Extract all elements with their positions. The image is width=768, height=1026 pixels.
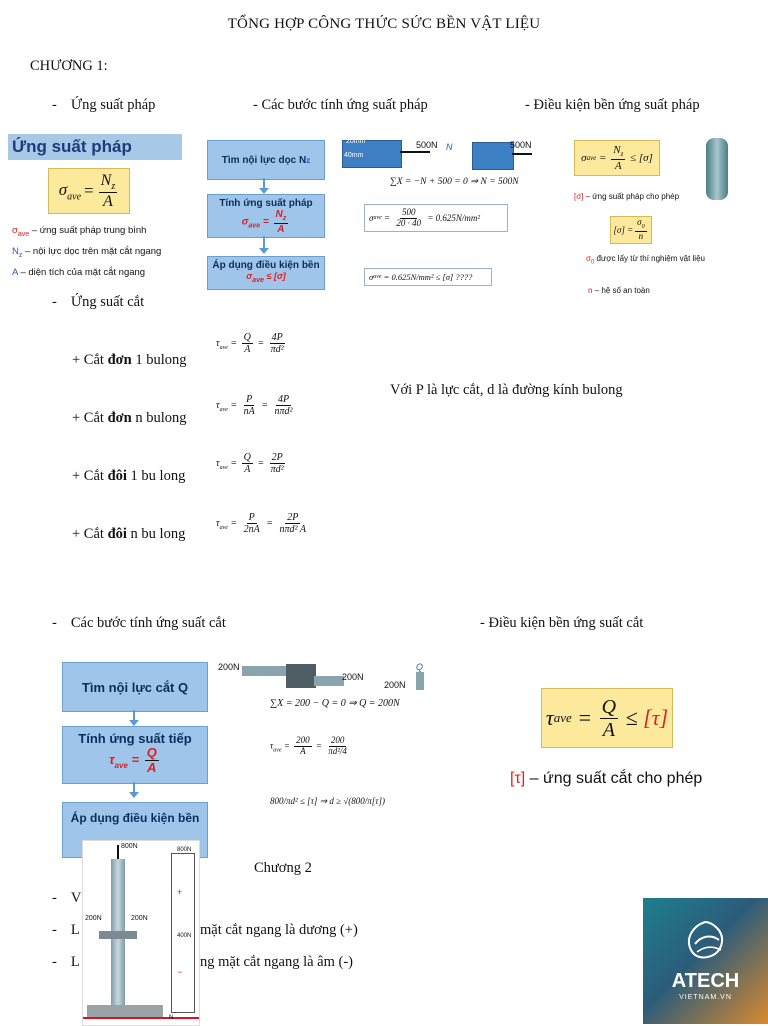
step-find-shear-force: Tìm nội lực cắt Q	[62, 662, 208, 712]
stress-check-box: σ ave = 0.625N/mm² ≤ [σ] ????	[364, 268, 492, 286]
normal-condition-formula: σ ave = $\frac{N_z}{A}$ ≤ [σ]	[574, 140, 660, 176]
plate-left	[242, 666, 292, 676]
bar-block-right	[472, 142, 514, 170]
shear-case-3: + Cắt đôi 1 bu long	[72, 468, 186, 484]
diagram-minus-sign: −	[177, 967, 183, 977]
logo-site: VIETNAM.VN	[679, 994, 732, 1001]
step-compute-normal-stress: Tính ứng suất pháp $\sigma_{ave}$ = $\frac{N_z}{A}$	[207, 194, 325, 238]
shear-diameter-condition: 800/πd² ≤ [τ] ⇒ d ≥ √(800/π[τ])	[270, 796, 386, 806]
base-line	[83, 1017, 199, 1019]
shear-flow-arrowhead-2	[129, 792, 139, 798]
dim-20mm: 20mm	[346, 138, 366, 145]
flow-arrowhead-2	[259, 248, 269, 254]
step-apply-shear-condition: Áp dụng điều kiện bền	[62, 802, 208, 858]
diagram-bottom-value: 400N	[177, 933, 192, 939]
shear-case-1: + Cắt đơn 1 bulong	[72, 352, 187, 368]
shear-formula-2: $\tau_{ave}$ = $\frac{P}{nA}$ = $\frac{4P}{\text{nπd²}}$	[216, 394, 293, 417]
diagram-top-value: 800N	[177, 847, 192, 853]
dim-40mm: 40mm	[344, 152, 364, 159]
page-title: TỔNG HỢP CÔNG THỨC SỨC BỀN VẬT LIỆU	[227, 16, 541, 32]
bullet-shear-stress: - Ứng suất cắt	[52, 294, 145, 310]
normal-stress-legend	[12, 222, 161, 281]
chapter-2-heading: Chương 2	[254, 860, 312, 876]
safety-factor-note: n – hệ số an toàn	[588, 286, 650, 295]
step-apply-condition: Áp dụng điều kiện bền $\sigma_{ave} \le [\sigma]$	[207, 256, 325, 290]
force-arrow-left	[400, 151, 430, 153]
ch2-text-negative: ng mặt cắt ngang là âm (-)	[200, 954, 353, 970]
normal-stress-formula: $\sigma_{ave}$ = $\frac{N_z}{A}$	[48, 168, 130, 214]
q-label: Q	[416, 662, 424, 672]
allowable-formula: [σ] = $\frac{\sigma_0}{n}$	[610, 216, 652, 244]
steps-normal-flowchart	[207, 140, 325, 290]
diagram-plus-sign: +	[177, 887, 183, 897]
legend-nz: $N_z$ – nội lực dọc trên mặt cắt ngang	[12, 245, 162, 259]
base-label: N	[169, 1015, 174, 1021]
force-arrow-right	[512, 153, 532, 155]
shear-force-left: 200N	[218, 662, 240, 672]
normal-stress-example	[338, 134, 538, 292]
shear-formula-1: $\tau_{ave}$ = $\frac{Q}{A}$ = $\frac{4P}{\text{πd²}}$	[216, 332, 284, 355]
atech-logo	[643, 898, 768, 1024]
equilibrium-equation: ∑X = −N + 500 = 0 ⇒ N = 500N	[390, 177, 519, 187]
chapter-1-heading: CHƯƠNG 1:	[30, 58, 108, 74]
step-compute-shear-stress: Tính ứng suất tiếp $\tau_{ave}$ = $\frac{Q}{A}$	[62, 726, 208, 784]
bullet-normal-stress: - Ứng suất pháp	[52, 97, 156, 113]
legend-area: A – diện tích của mặt cắt ngang	[12, 266, 146, 278]
stress-calc-box: σ ave = $\frac{500}{20 \cdot 40}$ = 0.625N/mm²	[364, 204, 508, 232]
ch2-text-positive: mặt cắt ngang là dương (+)	[200, 922, 358, 938]
step-find-axial-force: Tìm nội lực dọc N z	[207, 140, 325, 180]
shear-note: Với P là lực cắt, d là đường kính bulong	[390, 382, 623, 398]
shear-equilibrium: ∑X = 200 − Q = 0 ⇒ Q = 200N	[270, 698, 400, 709]
dragon-emblem-icon	[675, 918, 735, 964]
column-collar	[99, 931, 137, 939]
column-top-force: 800N	[121, 843, 138, 850]
specimen-cylinder	[706, 138, 728, 200]
bolt-section	[416, 672, 424, 690]
shear-formula-4: $\tau_{ave}$ = $\frac{P}{2nA}$ = $\frac{2P}{\text{nπd² A}}$	[216, 512, 306, 535]
heading-steps-normal: - Các bước tính ứng suất pháp	[253, 97, 428, 113]
shear-condition-formula: τ ave = $\frac{Q}{A}$ ≤ [τ]	[541, 688, 673, 748]
logo-brand: ATECH	[671, 970, 740, 992]
allowable-stress-label: [σ] – ứng suất pháp cho phép	[574, 192, 680, 201]
column-axial-figure	[82, 840, 200, 1026]
bullet-shear-steps: - Các bước tính ứng suất cắt	[52, 615, 226, 631]
bolt-head	[286, 664, 316, 688]
ch2-bullet-2: - L	[52, 922, 80, 938]
shear-stress-calc: $\tau_{ave}$ = $\frac{200}{A}$ = $\frac{200}{\text{πd²/4}}$	[270, 735, 347, 756]
force-label-left: 500N	[416, 140, 438, 150]
shear-case-4: + Cắt đôi n bu long	[72, 526, 186, 542]
normal-stress-panel	[8, 134, 182, 286]
normal-condition-panel	[570, 134, 730, 304]
legend-sigma: $\sigma_{ave}$ – ứng suất pháp trung bình	[12, 225, 147, 238]
shear-force-free-body: 200N	[384, 680, 406, 690]
heading-cond-shear: - Điều kiện bền ứng suất cắt	[480, 615, 644, 631]
force-label-right: 500N	[510, 140, 532, 150]
shear-force-right: 200N	[342, 672, 364, 682]
ch2-bullet-1: - V	[52, 890, 82, 906]
column-right-force: 200N	[131, 915, 148, 922]
column-left-force: 200N	[85, 915, 102, 922]
plate-right	[314, 676, 344, 686]
normal-stress-panel-header: Ứng suất pháp	[8, 134, 182, 160]
ch2-bullet-3: - L	[52, 954, 80, 970]
sigma0-note: $\sigma_0$ được lấy từ thí nghiệm vật liệu	[586, 254, 705, 266]
shear-formula-3: $\tau_{ave}$ = $\frac{Q}{A}$ = $\frac{2P}{\text{πd²}}$	[216, 452, 284, 475]
nz-label: N	[446, 142, 453, 152]
shear-case-2: + Cắt đơn n bulong	[72, 410, 187, 426]
steps-shear-flowchart	[62, 662, 208, 858]
heading-cond-normal: - Điều kiện bền ứng suất pháp	[525, 97, 700, 113]
shear-allowable-label: [τ] – ứng suất cắt cho phép	[510, 770, 703, 787]
shear-example	[218, 658, 433, 858]
